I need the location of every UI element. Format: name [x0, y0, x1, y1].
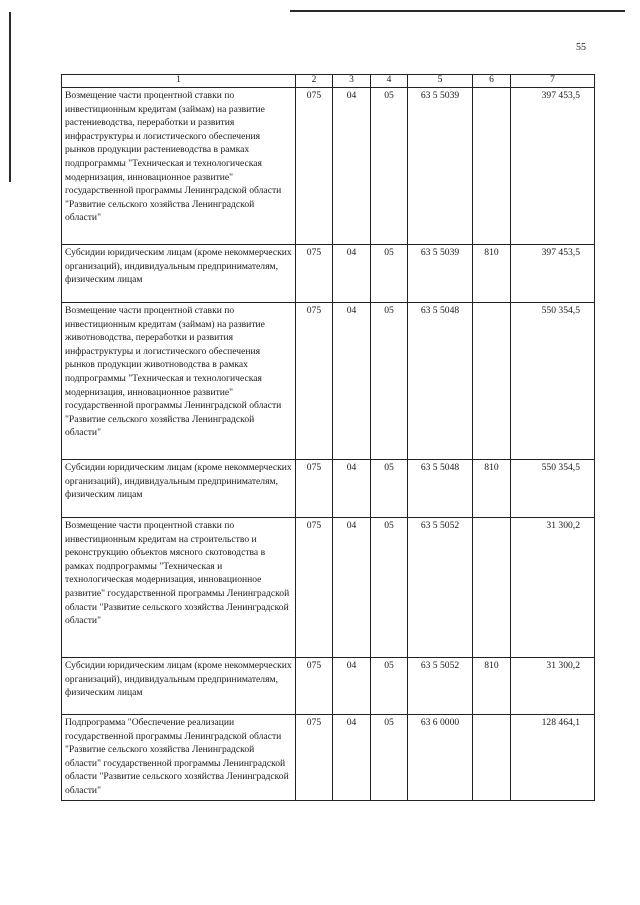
header-col-6: 6 [473, 75, 511, 88]
row-name: Подпрограмма "Обеспечение реализации государственной программы Ленинградской области "Развитие сельского хозяйства Ленинградской области" государственной программы Ленинградской области "Развитие сельского хозяйства Ленинградской области" [62, 715, 296, 801]
table-row [62, 460, 595, 518]
row-csr: 63 5 5052 [408, 658, 473, 715]
row-name: Субсидии юридическим лицам (кроме некоммерческих организаций), индивидуальным предпринимателям, физическим лицам [62, 460, 296, 518]
row-amount: 397 453,5 [511, 245, 595, 303]
row-csr: 63 5 5039 [408, 88, 473, 245]
row-glava: 075 [296, 715, 333, 801]
row-csr: 63 5 5048 [408, 303, 473, 460]
row-csr: 63 5 5052 [408, 518, 473, 658]
row-glava: 075 [296, 518, 333, 658]
header-col-3: 3 [333, 75, 371, 88]
row-name: Субсидии юридическим лицам (кроме некоммерческих организаций), индивидуальным предпринимателям, физическим лицам [62, 658, 296, 715]
row-csr: 63 5 5039 [408, 245, 473, 303]
table-header-row [62, 75, 595, 88]
row-vr: 810 [473, 658, 511, 715]
row-vr [473, 88, 511, 245]
scan-edge-top [290, 10, 625, 12]
row-vr: 810 [473, 245, 511, 303]
header-col-1: 1 [62, 75, 296, 88]
row-razdel: 04 [333, 88, 371, 245]
row-podrazdel: 05 [371, 88, 408, 245]
table-row [62, 715, 595, 801]
row-glava: 075 [296, 245, 333, 303]
row-vr [473, 303, 511, 460]
row-name: Возмещение части процентной ставки по инвестиционным кредитам (займам) на развитие растениеводства, переработки и развития инфраструктуры и логистического обеспечения рынков продукции растениеводства в рамках подпрограммы "Техническая и технологическая модернизация, инновационное развитие" государственной программы Ленинградской области "Развитие сельского хозяйства Ленинградской области" [62, 88, 296, 245]
row-vr [473, 518, 511, 658]
row-glava: 075 [296, 303, 333, 460]
row-podrazdel: 05 [371, 518, 408, 658]
table-row [62, 303, 595, 460]
row-csr: 63 5 5048 [408, 460, 473, 518]
row-razdel: 04 [333, 303, 371, 460]
header-col-2: 2 [296, 75, 333, 88]
scan-edge-left [9, 12, 11, 182]
row-vr: 810 [473, 460, 511, 518]
page-number: 55 [576, 42, 586, 53]
row-amount: 31 300,2 [511, 658, 595, 715]
row-amount: 550 354,5 [511, 303, 595, 460]
row-csr: 63 6 0000 [408, 715, 473, 801]
row-podrazdel: 05 [371, 715, 408, 801]
table-row [62, 518, 595, 658]
row-razdel: 04 [333, 460, 371, 518]
row-podrazdel: 05 [371, 303, 408, 460]
row-name: Возмещение части процентной ставки по инвестиционным кредитам на строительство и реконструкцию объектов мясного скотоводства в рамках подпрограммы "Техническая и технологическая модернизация, инновационное развитие" государственной программы Ленинградской области "Развитие сельского хозяйства Ленинградской области" [62, 518, 296, 658]
row-glava: 075 [296, 658, 333, 715]
row-name: Субсидии юридическим лицам (кроме некоммерческих организаций), индивидуальным предпринимателям, физическим лицам [62, 245, 296, 303]
header-col-7: 7 [511, 75, 595, 88]
row-amount: 397 453,5 [511, 88, 595, 245]
budget-table-body [62, 75, 595, 801]
row-razdel: 04 [333, 245, 371, 303]
row-amount: 128 464,1 [511, 715, 595, 801]
row-vr [473, 715, 511, 801]
table-row [62, 658, 595, 715]
header-col-4: 4 [371, 75, 408, 88]
row-glava: 075 [296, 460, 333, 518]
row-podrazdel: 05 [371, 658, 408, 715]
row-podrazdel: 05 [371, 245, 408, 303]
row-amount: 31 300,2 [511, 518, 595, 658]
row-amount: 550 354,5 [511, 460, 595, 518]
row-podrazdel: 05 [371, 460, 408, 518]
table-row [62, 88, 595, 245]
row-razdel: 04 [333, 715, 371, 801]
row-name: Возмещение части процентной ставки по инвестиционным кредитам (займам) на развитие животноводства, переработки и развития инфраструктуры и логистического обеспечения рынков продукции животноводства в рамках подпрограммы "Техническая и технологическая модернизация, инновационное развитие" государственной программы Ленинградской области "Развитие сельского хозяйства Ленинградской области" [62, 303, 296, 460]
budget-table [61, 74, 595, 801]
header-col-5: 5 [408, 75, 473, 88]
row-razdel: 04 [333, 518, 371, 658]
row-razdel: 04 [333, 658, 371, 715]
row-glava: 075 [296, 88, 333, 245]
table-row [62, 245, 595, 303]
